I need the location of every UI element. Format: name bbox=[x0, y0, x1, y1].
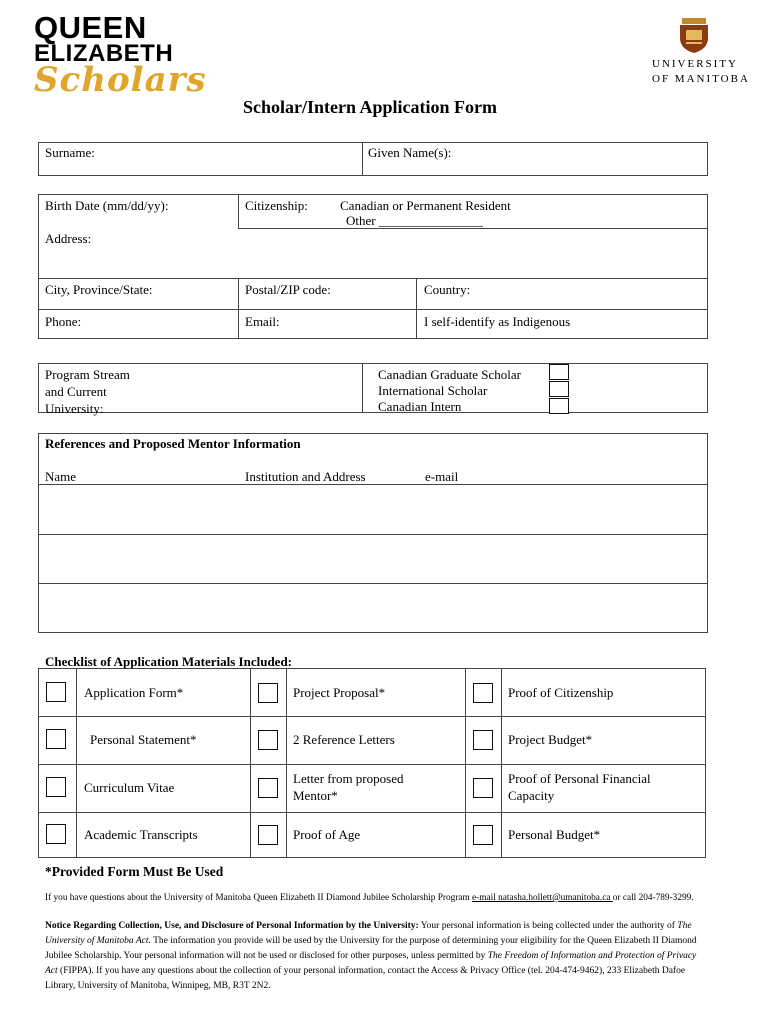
program-label-2: and Current bbox=[45, 384, 107, 399]
logo-line-elizabeth: ELIZABETH bbox=[34, 40, 174, 67]
check-financial-capacity-1: Proof of Personal Financial bbox=[508, 771, 651, 786]
contact-text-after: or call 204-789-3299. bbox=[612, 893, 694, 903]
program-checkbox-international[interactable] bbox=[549, 381, 569, 397]
notice-text-1: Your personal information is being collected under the authority of bbox=[418, 921, 678, 931]
page-title: Scholar/Intern Application Form bbox=[242, 97, 497, 117]
references-heading: References and Proposed Mentor Information bbox=[45, 436, 301, 451]
checkbox-proof-of-age[interactable] bbox=[258, 825, 278, 845]
check-personal-budget: Personal Budget* bbox=[508, 827, 601, 842]
checkbox-curriculum-vitae[interactable] bbox=[46, 777, 66, 797]
program-label-1: Program Stream bbox=[45, 367, 130, 382]
checkbox-proof-of-citizenship[interactable] bbox=[473, 683, 493, 703]
contact-email-link[interactable]: e-mail natasha.hollett@umanitoba.ca bbox=[472, 893, 613, 903]
birth-date-field[interactable]: Birth Date (mm/dd/yy): bbox=[45, 198, 169, 213]
check-personal-statement: Personal Statement* bbox=[90, 732, 197, 747]
notice-heading: Notice Regarding Collection, Use, and Disclosure of Personal Information by the University: bbox=[45, 921, 419, 931]
check-project-budget: Project Budget* bbox=[508, 732, 593, 747]
contact-line bbox=[45, 891, 760, 906]
check-mentor-letter-2: Mentor* bbox=[293, 788, 338, 803]
program-option-international: International Scholar bbox=[378, 383, 488, 398]
country-field[interactable]: Country: bbox=[424, 282, 471, 297]
contact-text-before: If you have questions about the University of Manitoba Queen Elizabeth II Diamond Jubilee Scholarship Program bbox=[45, 893, 473, 903]
checkbox-project-proposal[interactable] bbox=[258, 683, 278, 703]
notice-act-1: The University of Manitoba Act. bbox=[45, 921, 692, 946]
checkbox-reference-letters[interactable] bbox=[258, 730, 278, 750]
checkbox-personal-statement[interactable] bbox=[46, 729, 66, 749]
check-project-proposal: Project Proposal* bbox=[293, 685, 386, 700]
reference-row-2[interactable] bbox=[39, 535, 707, 582]
city-field[interactable]: City, Province/State: bbox=[45, 282, 153, 297]
phone-field[interactable]: Phone: bbox=[45, 314, 82, 329]
check-mentor-letter-1: Letter from proposed bbox=[293, 771, 404, 786]
um-of-manitoba: OF MANITOBA bbox=[652, 73, 750, 85]
citizenship-label: Citizenship: bbox=[245, 198, 308, 213]
postal-field[interactable]: Postal/ZIP code: bbox=[245, 282, 331, 297]
checkbox-academic-transcripts[interactable] bbox=[46, 824, 66, 844]
program-option-intern: Canadian Intern bbox=[378, 399, 462, 414]
references-col-institution: Institution and Address bbox=[245, 469, 366, 484]
checklist-heading: Checklist of Application Materials Included: bbox=[45, 654, 293, 669]
queen-elizabeth-scholars-logo bbox=[34, 10, 207, 104]
check-financial-capacity-2: Capacity bbox=[508, 788, 555, 803]
checkbox-personal-budget[interactable] bbox=[473, 825, 493, 845]
notice-text-2: The information you provide will be used by the University for the purpose of determining your eligibility for the Queen Elizabeth II Diamond Jubilee Scholarship. Your personal information will not be used or disclosed for other purposes, unless permitted by bbox=[45, 936, 697, 961]
checkbox-mentor-letter[interactable] bbox=[258, 778, 278, 798]
logo-line-scholars: Scholars bbox=[34, 60, 207, 100]
check-academic-transcripts: Academic Transcripts bbox=[84, 827, 198, 842]
surname-field[interactable]: Surname: bbox=[45, 145, 95, 160]
notice-act-2: The Freedom of Information and Protection of Privacy Act bbox=[45, 951, 697, 976]
program-label-3: University: bbox=[45, 401, 104, 416]
reference-row-3[interactable] bbox=[39, 584, 707, 632]
references-col-email: e-mail bbox=[425, 469, 459, 484]
logo-line-queen: QUEEN bbox=[34, 10, 147, 45]
references-col-name: Name bbox=[45, 469, 77, 484]
program-section bbox=[38, 363, 708, 413]
program-checkbox-graduate[interactable] bbox=[549, 364, 569, 380]
checkbox-application-form[interactable] bbox=[46, 682, 66, 702]
reference-row-1[interactable] bbox=[39, 485, 707, 533]
given-names-field[interactable]: Given Name(s): bbox=[368, 145, 452, 160]
check-curriculum-vitae: Curriculum Vitae bbox=[84, 780, 175, 795]
notice-text-3: (FIPPA). If you have any questions about the collection of your personal information, contact the Access & Privacy Office (tel. 204-474-9462), 233 Elizabeth Dafoe Library, University of Manitoba, Winnipeg, MB, R3T 2N2. bbox=[45, 966, 686, 991]
crest-icon bbox=[676, 16, 712, 54]
check-reference-letters: 2 Reference Letters bbox=[293, 732, 395, 747]
um-university: UNIVERSITY bbox=[652, 58, 738, 70]
citizenship-option-canadian[interactable]: Canadian or Permanent Resident bbox=[340, 198, 511, 213]
privacy-notice bbox=[45, 919, 707, 994]
checkbox-project-budget[interactable] bbox=[473, 730, 493, 750]
program-checkbox-intern[interactable] bbox=[549, 398, 569, 414]
check-application-form: Application Form* bbox=[84, 685, 184, 700]
checklist-footnote: *Provided Form Must Be Used bbox=[45, 864, 224, 879]
program-option-graduate: Canadian Graduate Scholar bbox=[378, 367, 521, 382]
citizenship-option-other[interactable]: Other ________________ bbox=[346, 213, 483, 228]
check-proof-of-age: Proof of Age bbox=[293, 827, 361, 842]
email-field[interactable]: Email: bbox=[245, 314, 280, 329]
indigenous-field[interactable]: I self-identify as Indigenous bbox=[424, 314, 571, 329]
checkbox-financial-capacity[interactable] bbox=[473, 778, 493, 798]
address-field[interactable]: Address: bbox=[45, 231, 92, 246]
check-proof-of-citizenship: Proof of Citizenship bbox=[508, 685, 614, 700]
university-of-manitoba-logo bbox=[640, 16, 750, 88]
